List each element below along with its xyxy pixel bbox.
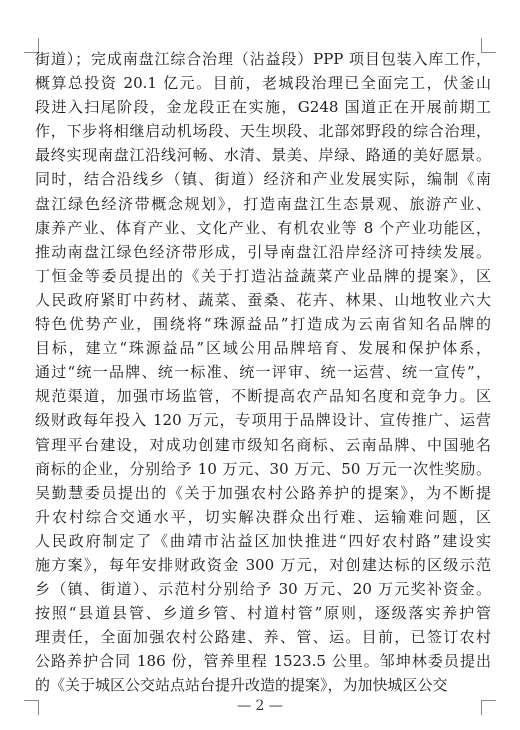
text-line: 施方案》，每年安排财政资金 300 万元，对创建达标的区级示范 (35, 555, 491, 574)
text-line: 按照“县道县管、乡道乡管、村道村管”原则，逐级落实养护管 (35, 604, 491, 623)
text-line: 规范渠道，加强市场监管，不断提高农产品知名度和竞争力。区 (35, 387, 491, 406)
text-line: 目标，建立“珠源益品”区域公用品牌培育、发展和保护体系， (35, 339, 491, 358)
text-line: 段进入扫尾阶段，金龙段正在实施，G248 国道正在开展前期工 (35, 98, 491, 117)
text-line: 盘江绿色经济带概念规划》，打造南盘江生态景观、旅游产业、 (35, 194, 491, 213)
text-line: 推动南盘江绿色经济带形成，引导南盘江沿岸经济可持续发展。 (35, 242, 491, 261)
text-line: 理责任，全面加强农村公路建、养、管、运。目前，已签订农村 (35, 628, 491, 647)
text-line: 同时，结合沿线乡（镇、街道）经济和产业发展实际，编制《南 (35, 170, 491, 189)
page-number: — 2 — (237, 698, 283, 714)
text-line: 乡（镇、街道）、示范村分别给予 30 万元、20 万元奖补资金。 (35, 580, 491, 599)
text-line: 街道）；完成南盘江综合治理（沾益段）PPP 项目包装入库工作， (35, 50, 491, 68)
text-line: 商标的企业，分别给予 10 万元、30 万元、50 万元一次性奖励。 (35, 459, 491, 478)
text-line: 康养产业、体育产业、文化产业、有机农业等 8 个产业功能区， (35, 218, 491, 237)
text-line: 概算总投资 20.1 亿元。目前，老城段治理已全面完工，伏釜山 (35, 74, 491, 93)
text-line: 管理平台建设，对成功创建市级知名商标、云南品牌、中国驰名 (35, 435, 491, 454)
text-line: 人民政府紧盯中药材、蔬菜、蚕桑、花卉、林果、山地牧业六大 (35, 290, 491, 309)
text-line: 特色优势产业，围绕将“珠源益品”打造成为云南省知名品牌的 (35, 315, 491, 334)
text-line: 的《关于城区公交站点站台提升改造的提案》，为加快城区公交 (35, 676, 448, 695)
text-line: 丁恒金等委员提出的《关于打造沾益蔬菜产业品牌的提案》，区 (35, 266, 491, 285)
text-line: 公路养护合同 186 份，管养里程 1523.5 公里。邹坤林委员提出 (35, 652, 491, 671)
text-line: 升农村综合交通水平，切实解决群众出行难、运输难问题，区 (35, 507, 491, 526)
text-line: 人民政府制定了《曲靖市沾益区加快推进“四好农村路”建设实 (35, 531, 491, 550)
text-line: 通过“统一品牌、统一标准、统一评审、统一运营、统一宣传”， (35, 363, 491, 382)
body-text (35, 47, 491, 698)
text-line: 作，下步将相继启动机场段、天生坝段、北部郊野段的综合治理， (35, 122, 491, 141)
text-line: 吴勤慧委员提出的《关于加强农村公路养护的提案》，为不断提 (35, 483, 491, 502)
text-line: 级财政每年投入 120 万元，专项用于品牌设计、宣传推广、运营 (35, 411, 491, 430)
text-line: 最终实现南盘江沿线河畅、水清、景美、岸绿、路通的美好愿景。 (35, 146, 491, 165)
